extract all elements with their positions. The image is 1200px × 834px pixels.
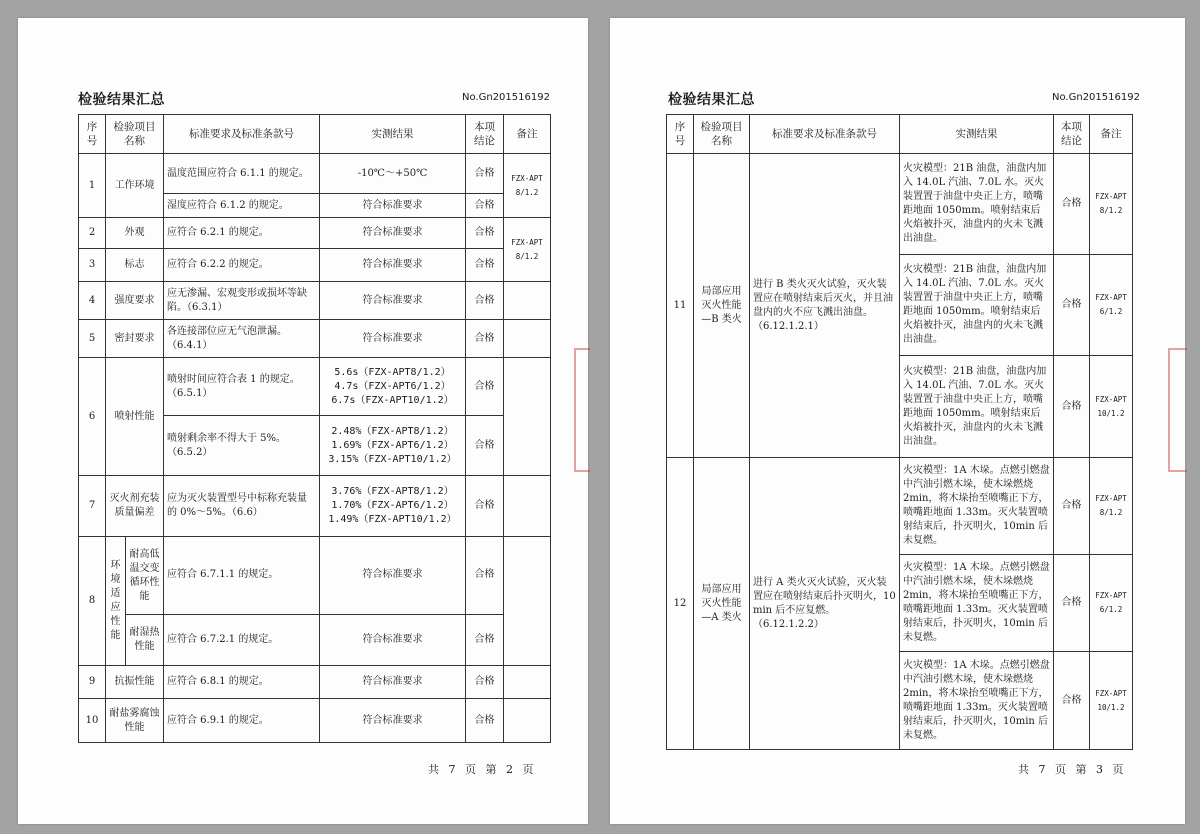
group-item-label: 环境适应性能 <box>106 537 126 665</box>
standard-cell: 进行 B 类火灭火试验，灭火装置应在喷射结束后灭火，并且油盘内的火不应飞溅出油盘。（6.12.1.2.1） <box>750 154 900 458</box>
item-cell: 工作环境 <box>106 154 164 218</box>
table-row <box>79 699 551 743</box>
item-cell: 局部应用灭火性能—B 类火 <box>694 154 750 458</box>
result-line: 1.69%（FZX-APT6/1.2） <box>331 439 454 451</box>
header-result: 实测结果 <box>320 115 466 154</box>
standard-cell: 应符合 6.7.2.1 的规定。 <box>164 614 320 665</box>
header-remark: 备注 <box>504 115 551 154</box>
result-cell: 火灾模型：21B 油盘，油盘内加入 14.0L 汽油、7.0L 水。灭火装置置于油盘中央正上方，喷嘴距地面 1050mm。喷射结束后火焰被扑灭，油盘内的火未飞溅出油盘。 <box>900 356 1054 458</box>
footer-total-pages: 共 7 页 <box>1018 763 1066 776</box>
conclusion-cell: 合格 <box>466 476 504 537</box>
result-cell: 符合标准要求 <box>320 218 466 249</box>
conclusion-cell: 合格 <box>466 194 504 218</box>
remark-cell: FZX-APT 8/1.2 <box>1090 458 1133 555</box>
item-cell: 喷射性能 <box>106 358 164 476</box>
conclusion-cell: 合格 <box>1054 154 1090 255</box>
remark-cell <box>504 358 551 476</box>
report-number: No.Gn201516192 <box>462 92 550 103</box>
table-row <box>667 458 1133 555</box>
result-cell: 符合标准要求 <box>320 666 466 699</box>
conclusion-cell: 合格 <box>466 666 504 699</box>
table-row <box>79 154 551 194</box>
seq-cell: 12 <box>667 458 694 750</box>
standard-cell: 应为灭火装置型号中标称充装量的 0%～5%。（6.6） <box>164 476 320 537</box>
remark-cell <box>504 666 551 699</box>
standard-cell: 应无渗漏、宏观变形或损坏等缺陷。（6.3.1） <box>164 282 320 320</box>
result-line: 2.48%（FZX-APT8/1.2） <box>331 425 454 437</box>
result-line: 6.7s（FZX-APT10/1.2） <box>331 394 454 406</box>
report-page-2 <box>18 18 588 824</box>
table-row <box>79 320 551 358</box>
conclusion-cell: 合格 <box>466 218 504 249</box>
header-seq: 序号 <box>79 115 106 154</box>
remark-cell: FZX-APT 10/1.2 <box>1090 652 1133 750</box>
remark-cell <box>504 476 551 537</box>
result-cell: 符合标准要求 <box>320 320 466 358</box>
standard-cell: 应符合 6.8.1 的规定。 <box>164 666 320 699</box>
footer-total-pages: 共 7 页 <box>428 763 476 776</box>
seq-cell: 10 <box>79 699 106 743</box>
result-line: 4.7s（FZX-APT6/1.2） <box>334 380 451 392</box>
seq-cell: 8 <box>79 537 106 666</box>
header-item: 检验项目名称 <box>694 115 750 154</box>
standard-cell: 各连接部位应无气泡泄漏。（6.4.1） <box>164 320 320 358</box>
conclusion-cell: 合格 <box>466 699 504 743</box>
conclusion-cell: 合格 <box>1054 555 1090 652</box>
result-cell <box>320 476 466 537</box>
page-footer <box>1018 761 1124 777</box>
table-row <box>79 358 551 416</box>
result-cell <box>320 416 466 476</box>
conclusion-cell: 合格 <box>1054 255 1090 356</box>
seal-stamp-fragment <box>574 348 590 472</box>
conclusion-cell: 合格 <box>1054 458 1090 555</box>
result-cell <box>320 358 466 416</box>
seq-cell: 2 <box>79 218 106 249</box>
seal-stamp-fragment <box>1168 348 1187 472</box>
header-seq: 序号 <box>667 115 694 154</box>
header-standard: 标准要求及标准条款号 <box>164 115 320 154</box>
footer-page-number: 第 3 页 <box>1075 763 1124 776</box>
remark-cell: FZX-APT 6/1.2 <box>1090 255 1133 356</box>
table-row <box>79 282 551 320</box>
item-cell: 外观 <box>106 218 164 249</box>
seq-cell: 4 <box>79 282 106 320</box>
seq-cell: 6 <box>79 358 106 476</box>
item-cell: 密封要求 <box>106 320 164 358</box>
standard-cell: 应符合 6.2.2 的规定。 <box>164 249 320 282</box>
header-standard: 标准要求及标准条款号 <box>750 115 900 154</box>
table-row <box>667 154 1133 255</box>
remark-cell <box>504 320 551 358</box>
result-cell: 火灾模型：21B 油盘，油盘内加入 14.0L 汽油、7.0L 水。灭火装置置于油盘中央正上方，喷嘴距地面 1050mm。喷射结束后火焰被扑灭，油盘内的火未飞溅出油盘。 <box>900 154 1054 255</box>
remark-cell: FZX-APT 10/1.2 <box>1090 356 1133 458</box>
standard-cell: 应符合 6.7.1.1 的规定。 <box>164 537 320 615</box>
standard-cell: 喷射时间应符合表 1 的规定。（6.5.1） <box>164 358 320 416</box>
item-cell: 强度要求 <box>106 282 164 320</box>
seq-cell: 11 <box>667 154 694 458</box>
item-cell: 局部应用灭火性能—A 类火 <box>694 458 750 750</box>
remark-cell: FZX-APT 8/1.2 <box>504 218 551 282</box>
conclusion-cell: 合格 <box>466 154 504 194</box>
standard-cell: 湿度应符合 6.1.2 的规定。 <box>164 194 320 218</box>
result-cell: 火灾模型：1A 木垛。点燃引燃盘中汽油引燃木垛，使木垛燃烧 2min，将木垛抬至喷嘴正下方，喷嘴距地面 1.33m。灭火装置喷射结束后，扑灭明火，10min 后未复燃。 <box>900 555 1054 652</box>
seq-cell: 5 <box>79 320 106 358</box>
footer-page-number: 第 2 页 <box>485 763 534 776</box>
page-footer <box>428 761 534 777</box>
conclusion-cell: 合格 <box>466 249 504 282</box>
conclusion-cell: 合格 <box>466 537 504 615</box>
header-conclusion: 本项结论 <box>1054 115 1090 154</box>
page-title: 检验结果汇总 <box>78 92 165 108</box>
result-cell: 符合标准要求 <box>320 194 466 218</box>
conclusion-cell: 合格 <box>1054 356 1090 458</box>
report-number: No.Gn201516192 <box>1052 92 1140 103</box>
result-cell: -10℃～+50℃ <box>320 154 466 194</box>
result-cell: 符合标准要求 <box>320 614 466 665</box>
remark-cell <box>504 537 551 666</box>
header-result: 实测结果 <box>900 115 1054 154</box>
item-cell: 耐盐雾腐蚀性能 <box>106 699 164 743</box>
standard-cell: 应符合 6.2.1 的规定。 <box>164 218 320 249</box>
conclusion-cell: 合格 <box>466 282 504 320</box>
seq-cell: 9 <box>79 666 106 699</box>
table-row <box>79 218 551 249</box>
item-cell <box>106 537 164 666</box>
subitem-label: 耐湿热性能 <box>129 627 160 652</box>
seq-cell: 1 <box>79 154 106 218</box>
table-row <box>79 249 551 282</box>
conclusion-cell: 合格 <box>466 358 504 416</box>
conclusion-cell: 合格 <box>466 416 504 476</box>
remark-cell <box>504 282 551 320</box>
standard-cell: 进行 A 类火灭火试验，灭火装置应在喷射结束后扑灭明火，10 min 后不应复燃。（6.12.1.2.2） <box>750 458 900 750</box>
item-cell: 抗振性能 <box>106 666 164 699</box>
seq-cell: 7 <box>79 476 106 537</box>
conclusion-cell: 合格 <box>466 614 504 665</box>
result-cell: 符合标准要求 <box>320 537 466 615</box>
header-conclusion: 本项结论 <box>466 115 504 154</box>
header-remark: 备注 <box>1090 115 1133 154</box>
remark-cell: FZX-APT 8/1.2 <box>504 154 551 218</box>
seq-cell: 3 <box>79 249 106 282</box>
result-line: 1.49%（FZX-APT10/1.2） <box>328 514 457 525</box>
conclusion-cell: 合格 <box>466 320 504 358</box>
report-page-3 <box>610 18 1185 824</box>
result-line: 1.70%（FZX-APT6/1.2） <box>331 500 454 511</box>
subitem-label: 耐高低温交变循环性能 <box>126 537 163 615</box>
result-line: 3.76%（FZX-APT8/1.2） <box>331 486 454 497</box>
page-title: 检验结果汇总 <box>668 92 755 108</box>
remark-cell <box>504 699 551 743</box>
result-line: 3.15%（FZX-APT10/1.2） <box>328 453 457 465</box>
conclusion-cell: 合格 <box>1054 652 1090 750</box>
result-cell: 火灾模型：1A 木垛。点燃引燃盘中汽油引燃木垛，使木垛燃烧 2min，将木垛抬至喷嘴正下方，喷嘴距地面 1.33m。灭火装置喷射结束后，扑灭明火，10min 后未复燃。 <box>900 458 1054 555</box>
table-row <box>79 666 551 699</box>
table-header-row <box>79 115 551 154</box>
item-cell: 标志 <box>106 249 164 282</box>
item-cell: 灭火剂充装质量偏差 <box>106 476 164 537</box>
header-item: 检验项目名称 <box>106 115 164 154</box>
result-cell: 火灾模型：21B 油盘，油盘内加入 14.0L 汽油、7.0L 水。灭火装置置于油盘中央正上方，喷嘴距地面 1050mm。喷射结束后火焰被扑灭，油盘内的火未飞溅出油盘。 <box>900 255 1054 356</box>
remark-cell: FZX-APT 8/1.2 <box>1090 154 1133 255</box>
remark-cell: FZX-APT 6/1.2 <box>1090 555 1133 652</box>
result-cell: 火灾模型：1A 木垛。点燃引燃盘中汽油引燃木垛，使木垛燃烧 2min，将木垛抬至喷嘴正下方，喷嘴距地面 1.33m。灭火装置喷射结束后，扑灭明火，10min 后未复燃。 <box>900 652 1054 750</box>
table-row <box>79 537 551 615</box>
result-cell: 符合标准要求 <box>320 699 466 743</box>
standard-cell: 应符合 6.9.1 的规定。 <box>164 699 320 743</box>
result-cell: 符合标准要求 <box>320 282 466 320</box>
standard-cell: 喷射剩余率不得大于 5%。（6.5.2） <box>164 416 320 476</box>
standard-cell: 温度范围应符合 6.1.1 的规定。 <box>164 154 320 194</box>
result-cell: 符合标准要求 <box>320 249 466 282</box>
results-table <box>78 114 551 743</box>
result-line: 5.6s（FZX-APT8/1.2） <box>334 366 451 378</box>
table-header-row <box>667 115 1133 154</box>
table-row <box>79 476 551 537</box>
results-table <box>666 114 1133 750</box>
